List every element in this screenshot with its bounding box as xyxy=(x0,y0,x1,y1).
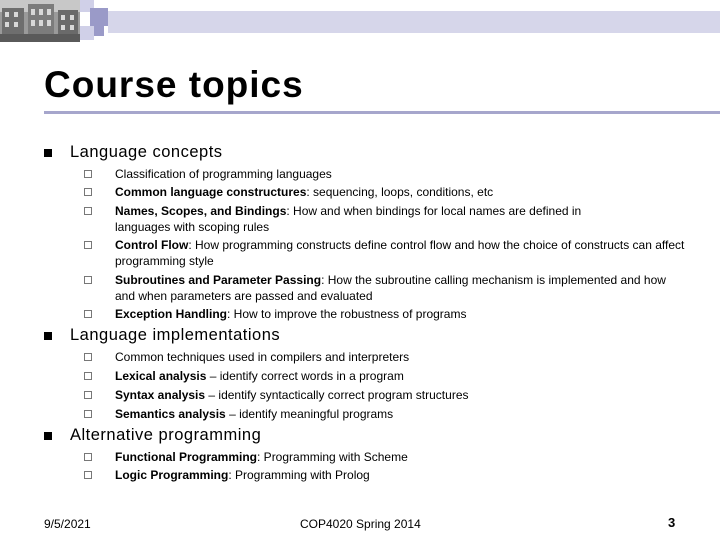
page-number: 3 xyxy=(668,515,676,530)
decor-square xyxy=(90,8,108,26)
checkbox-bullet-icon xyxy=(84,310,92,318)
list-item: Functional Programming: Programming with Scheme xyxy=(115,450,408,464)
list-item: Common techniques used in compilers and interpreters xyxy=(115,350,410,364)
bullet-square xyxy=(44,149,52,157)
section-heading: Language concepts xyxy=(70,143,223,161)
checkbox-bullet-icon xyxy=(84,410,92,418)
checkbox-bullet-icon xyxy=(84,453,92,461)
list-item: Syntax analysis – identify syntactically correct program structures xyxy=(115,388,469,402)
list-item: Common language constructures: sequencing, loops, conditions, etc xyxy=(115,185,494,199)
checkbox-bullet-icon xyxy=(84,207,92,215)
checkbox-bullet-icon xyxy=(84,241,92,249)
checkbox-bullet-icon xyxy=(84,188,92,196)
checkbox-bullet-icon xyxy=(84,372,92,380)
checkbox-bullet-icon xyxy=(84,276,92,284)
title-rule xyxy=(44,111,720,114)
list-item: Exception Handling: How to improve the robustness of programs xyxy=(115,307,467,321)
decor-square xyxy=(80,26,94,40)
list-item: Subroutines and Parameter Passing: How the subroutine calling mechanism is implemented and how and when parameters are passed and evaluated xyxy=(115,273,666,303)
slide-title: Course topics xyxy=(44,64,304,105)
checkbox-bullet-icon xyxy=(84,471,92,479)
footer-date: 9/5/2021 xyxy=(44,517,91,531)
checkbox-bullet-icon xyxy=(84,353,92,361)
list-item: Control Flow: How programming constructs define control flow and how the choice of constructs can affect programming style xyxy=(115,238,685,268)
section-heading: Language implementations xyxy=(70,326,281,344)
list-item: Logic Programming: Programming with Prolog xyxy=(115,468,370,482)
footer-course: COP4020 Spring 2014 xyxy=(300,517,421,531)
header-bar xyxy=(108,11,720,33)
bullet-square xyxy=(44,332,52,340)
list-item: Classification of programming languages xyxy=(115,167,332,181)
list-item: Semantics analysis – identify meaningful programs xyxy=(115,407,394,421)
section-heading: Alternative programming xyxy=(70,426,262,444)
list-item: Lexical analysis – identify correct words in a program xyxy=(115,369,404,383)
list-item: Names, Scopes, and Bindings: How and when bindings for local names are defined in languages with scoping rules xyxy=(115,204,582,234)
checkbox-bullet-icon xyxy=(84,391,92,399)
bullet-square xyxy=(44,432,52,440)
header-photo xyxy=(0,0,80,42)
decor-square xyxy=(94,26,104,36)
checkbox-bullet-icon xyxy=(84,170,92,178)
